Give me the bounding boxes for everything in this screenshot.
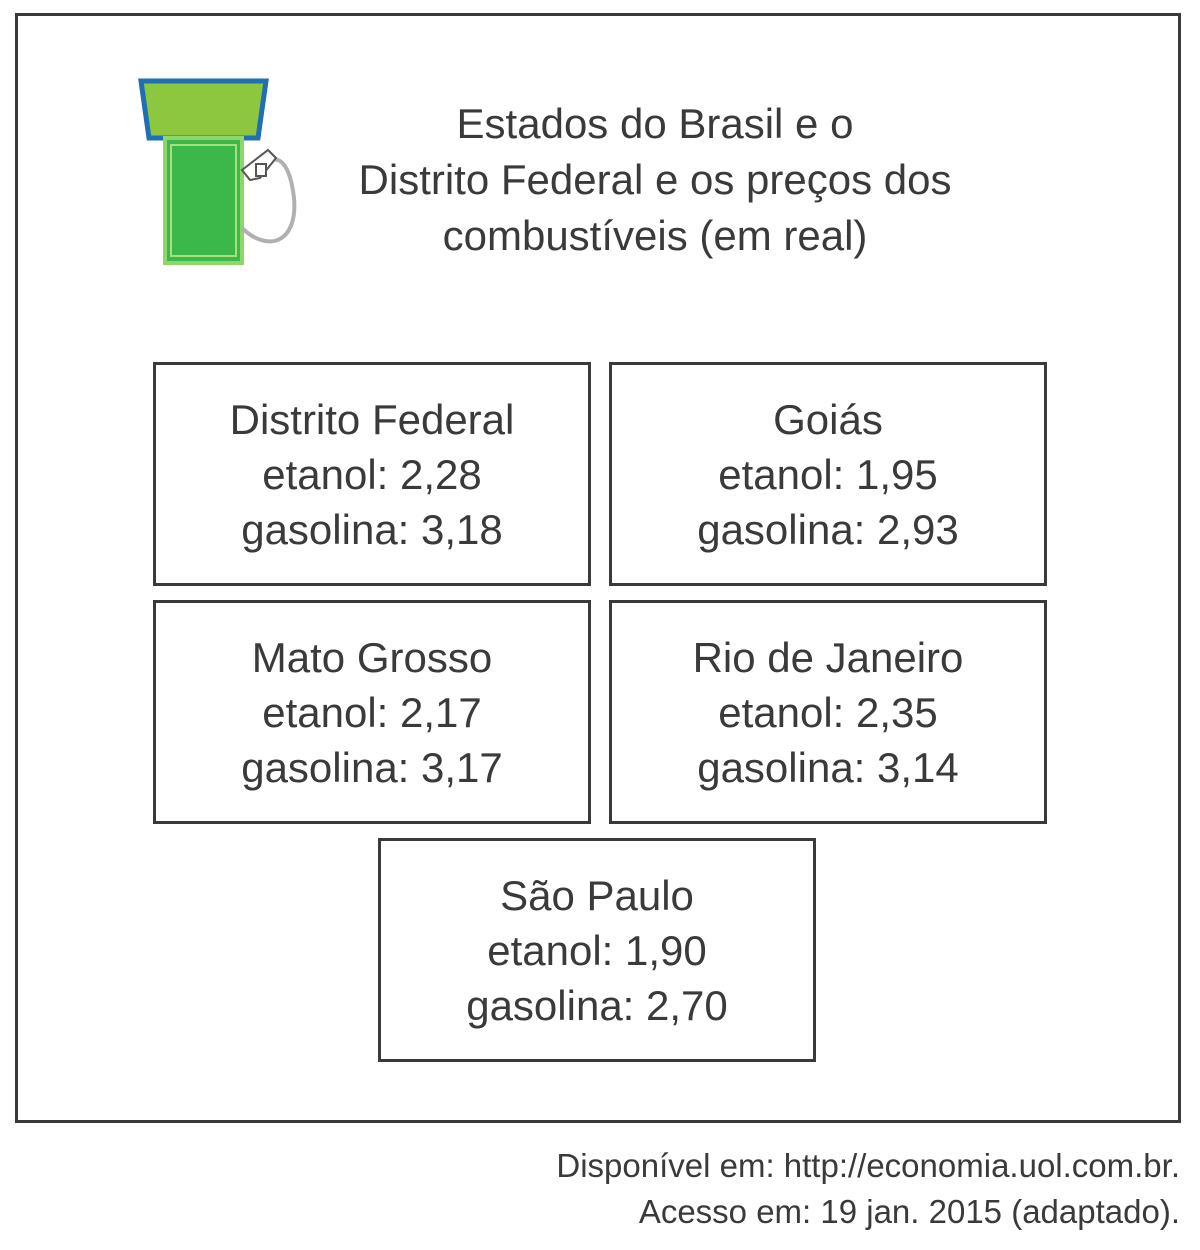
etanol-price: etanol: 1,90 [487, 927, 707, 974]
etanol-price: etanol: 1,95 [718, 451, 938, 498]
source-line-2: Acesso em: 19 jan. 2015 (adaptado). [638, 1193, 1180, 1230]
gasolina-price: gasolina: 3,18 [241, 506, 503, 553]
gasolina-price: gasolina: 2,93 [697, 506, 959, 553]
gasolina-price: gasolina: 3,17 [241, 744, 503, 791]
state-name: São Paulo [500, 872, 694, 919]
source-line-1: Disponível em: http://economia.uol.com.br. [556, 1147, 1180, 1184]
state-name: Rio de Janeiro [692, 634, 964, 681]
page-title [300, 96, 1010, 264]
state-card-mato-grosso [153, 600, 591, 824]
title-line-2: Distrito Federal e os preços dos [358, 156, 952, 203]
etanol-price: etanol: 2,35 [718, 689, 938, 736]
title-line-3: combustíveis (em real) [442, 212, 868, 259]
title-line-1: Estados do Brasil e o [456, 100, 854, 147]
state-name: Distrito Federal [229, 396, 515, 443]
state-card-goias [609, 362, 1047, 586]
state-card-sao-paulo [378, 838, 816, 1062]
fuel-pump-icon [138, 78, 298, 268]
source-citation [556, 1143, 1180, 1235]
etanol-price: etanol: 2,17 [262, 689, 482, 736]
gasolina-price: gasolina: 3,14 [697, 744, 959, 791]
state-card-rio-de-janeiro [609, 600, 1047, 824]
state-name: Mato Grosso [251, 634, 493, 681]
state-name: Goiás [773, 396, 883, 443]
etanol-price: etanol: 2,28 [262, 451, 482, 498]
state-card-distrito-federal [153, 362, 591, 586]
gasolina-price: gasolina: 2,70 [466, 982, 728, 1029]
